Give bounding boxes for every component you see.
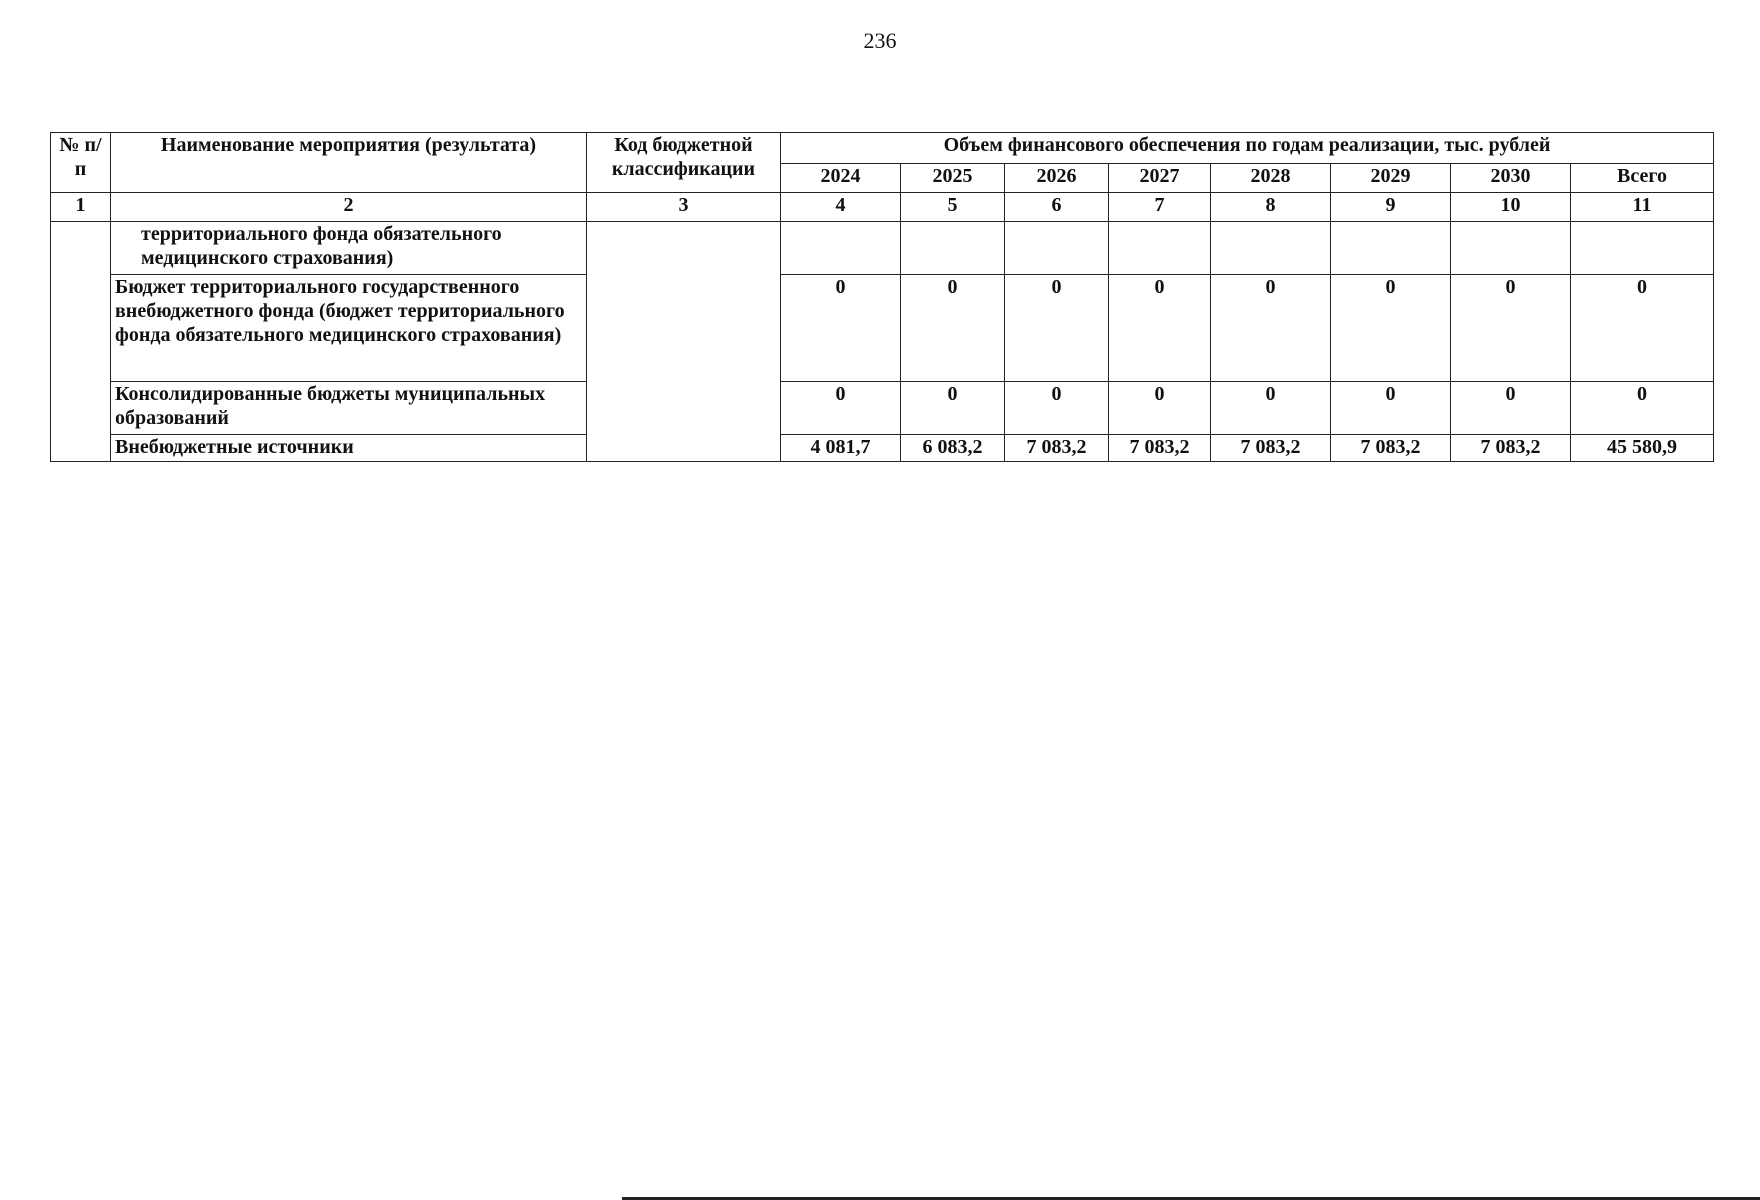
row-name: Бюджет территориального государственного внебюджетного фонда (бюджет территориального фонда обязательного медицинского страхования) bbox=[111, 275, 587, 382]
value-cell: 6 083,2 bbox=[901, 435, 1005, 462]
column-number: 10 bbox=[1451, 193, 1571, 222]
budget-code-cell bbox=[587, 222, 781, 462]
value-cell: 0 bbox=[1331, 275, 1451, 382]
column-number: 4 bbox=[781, 193, 901, 222]
value-cell bbox=[1109, 222, 1211, 275]
value-cell: 0 bbox=[1109, 275, 1211, 382]
page-number: 236 bbox=[863, 28, 897, 53]
header-name: Наименование мероприятия (результата) bbox=[111, 133, 587, 193]
value-cell: 7 083,2 bbox=[1109, 435, 1211, 462]
column-number: 11 bbox=[1571, 193, 1714, 222]
value-cell: 4 081,7 bbox=[781, 435, 901, 462]
header-year: 2029 bbox=[1331, 164, 1451, 193]
column-number: 2 bbox=[111, 193, 587, 222]
header-year: 2028 bbox=[1211, 164, 1331, 193]
budget-table bbox=[50, 132, 1714, 462]
column-number: 7 bbox=[1109, 193, 1211, 222]
value-cell: 0 bbox=[781, 275, 901, 382]
value-cell bbox=[1451, 222, 1571, 275]
header-code: Код бюджетной классификации bbox=[587, 133, 781, 193]
value-cell: 0 bbox=[901, 275, 1005, 382]
column-number: 8 bbox=[1211, 193, 1331, 222]
value-cell: 0 bbox=[1571, 275, 1714, 382]
column-number: 9 bbox=[1331, 193, 1451, 222]
value-cell: 7 083,2 bbox=[1331, 435, 1451, 462]
row-name: Консолидированные бюджеты муниципальных образований bbox=[111, 382, 587, 435]
value-cell: 0 bbox=[1451, 382, 1571, 435]
row-number-cell bbox=[51, 222, 111, 462]
header-year: 2025 bbox=[901, 164, 1005, 193]
value-cell bbox=[1331, 222, 1451, 275]
header-year: 2026 bbox=[1005, 164, 1109, 193]
header-year: 2030 bbox=[1451, 164, 1571, 193]
value-cell: 0 bbox=[781, 382, 901, 435]
table-row bbox=[51, 222, 1714, 275]
table-row bbox=[51, 275, 1714, 382]
value-cell: 7 083,2 bbox=[1005, 435, 1109, 462]
column-number: 3 bbox=[587, 193, 781, 222]
column-number: 1 bbox=[51, 193, 111, 222]
table-row bbox=[51, 435, 1714, 462]
value-cell bbox=[1005, 222, 1109, 275]
value-cell: 0 bbox=[901, 382, 1005, 435]
column-number: 5 bbox=[901, 193, 1005, 222]
value-cell: 7 083,2 bbox=[1451, 435, 1571, 462]
value-cell: 0 bbox=[1211, 382, 1331, 435]
column-numbers-row bbox=[51, 193, 1714, 222]
value-cell bbox=[781, 222, 901, 275]
row-name: территориального фонда обязательного медицинского страхования) bbox=[111, 222, 587, 275]
header-year: 2027 bbox=[1109, 164, 1211, 193]
value-cell: 0 bbox=[1109, 382, 1211, 435]
value-cell bbox=[901, 222, 1005, 275]
value-cell: 0 bbox=[1005, 382, 1109, 435]
row-name: Внебюджетные источники bbox=[111, 435, 587, 462]
header-total: Всего bbox=[1571, 164, 1714, 193]
header-no: № п/п bbox=[51, 133, 111, 193]
header-row bbox=[51, 133, 1714, 164]
value-cell: 0 bbox=[1211, 275, 1331, 382]
header-year: 2024 bbox=[781, 164, 901, 193]
value-cell: 0 bbox=[1571, 382, 1714, 435]
value-cell bbox=[1211, 222, 1331, 275]
value-cell: 7 083,2 bbox=[1211, 435, 1331, 462]
value-cell bbox=[1571, 222, 1714, 275]
column-number: 6 bbox=[1005, 193, 1109, 222]
value-cell: 0 bbox=[1005, 275, 1109, 382]
table-row bbox=[51, 382, 1714, 435]
header-volume: Объем финансового обеспечения по годам реализации, тыс. рублей bbox=[781, 133, 1714, 164]
value-cell: 0 bbox=[1451, 275, 1571, 382]
value-cell: 0 bbox=[1331, 382, 1451, 435]
value-cell: 45 580,9 bbox=[1571, 435, 1714, 462]
